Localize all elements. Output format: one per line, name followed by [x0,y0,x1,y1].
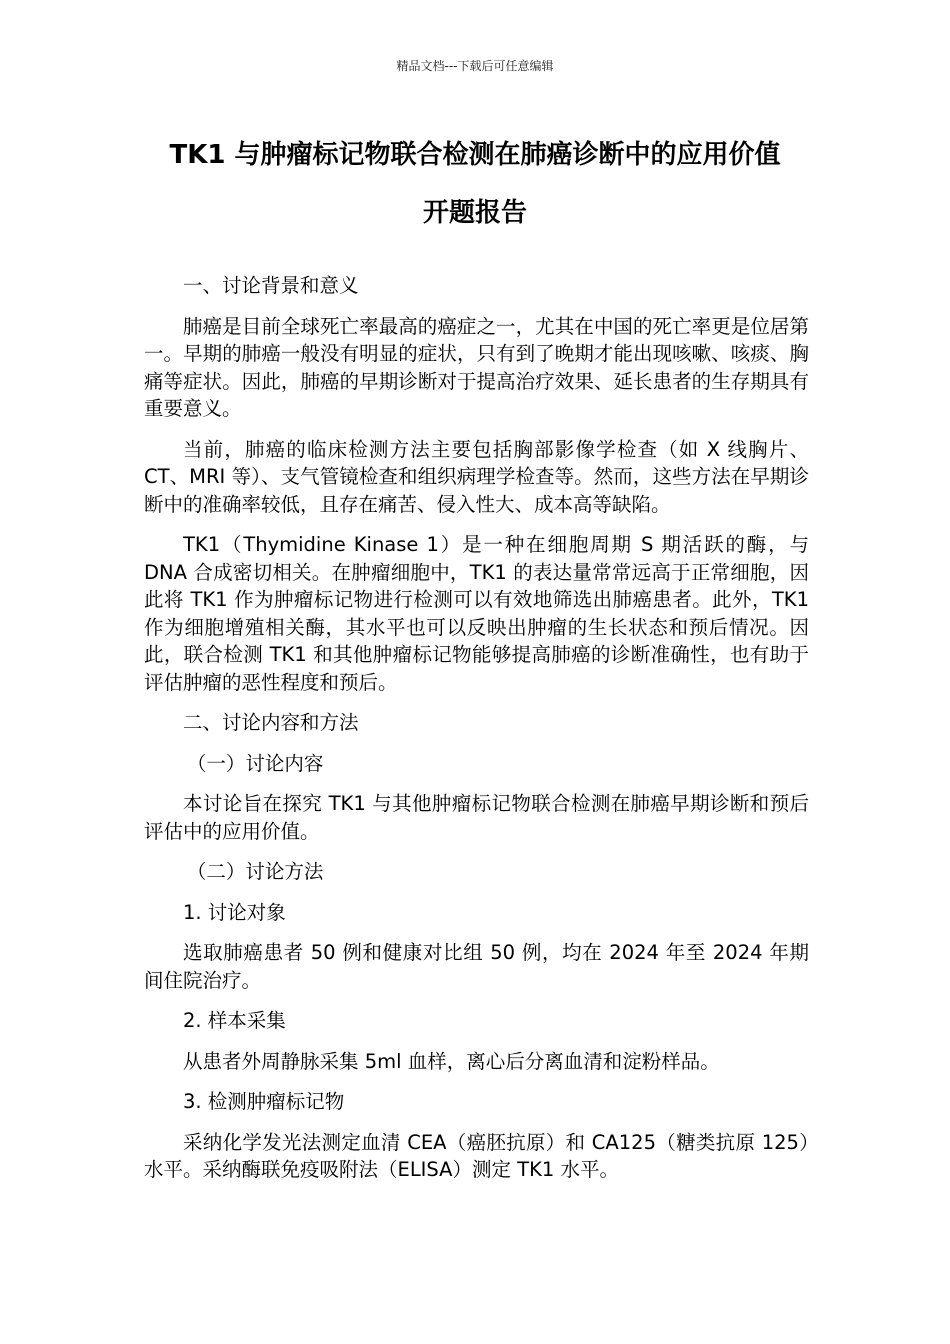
document-body [144,272,809,1197]
paragraph-tk1: TK1（Thymidine Kinase 1）是一种在细胞周期 S 期活跃的酶，与 DNA 合成密切相关。在肿瘤细胞中，TK1 的表达量常常远高于正常细胞，因此将 TK1 作为肿瘤标记物进行检测可以有效地筛选出肺癌患者。此外，TK1 作为细胞增殖相关酶，其水平也可以反映出肿瘤的生长状态和预后情况。因此，联合检测 TK1 和其他肿瘤标记物能够提高肺癌的诊断准确性，也有助于评估肿瘤的恶性程度和预后。 [144,533,809,694]
item-heading-sampling: 2. 样本采集 [183,1009,286,1032]
paragraph-subjects: 选取肺癌患者 50 例和健康对比组 50 例，均在 2024 年至 2024 年期间住院治疗。 [144,941,809,992]
paragraph-sampling: 从患者外周静脉采集 5ml 血样，离心后分离血清和淀粉样品。 [183,1049,720,1073]
section-heading-content-methods: 二、讨论内容和方法 [183,711,359,734]
document-subtitle: 开题报告 [422,198,527,228]
paragraph-detection: 采纳化学发光法测定血清 CEA（癌胚抗原）和 CA125（糖类抗原 125）水平。采纳酶联免疫吸附法（ELISA）测定 TK1 水平。 [144,1130,809,1181]
subheading-research-content: （一）讨论内容 [186,751,324,775]
item-heading-subjects: 1. 讨论对象 [183,900,286,924]
paragraph-research-content: 本讨论旨在探究 TK1 与其他肿瘤标记物联合检测在肺癌早期诊断和预后评估中的应用价值。 [144,792,809,843]
paragraph-lung-cancer-intro: 肺癌是目前全球死亡率最高的癌症之一，尤其在中国的死亡率更是位居第一。早期的肺癌一般没有明显的症状，只有到了晚期才能出现咳嗽、咳痰、胸痛等症状。因此，肺癌的早期诊断对于提高治疗效果、延长患者的生存期具有重要意义。 [144,314,809,420]
subheading-research-methods: （二）讨论方法 [186,860,324,883]
header-note: 精品文档---下载后可任意编辑 [396,59,554,73]
document-title: TK1 与肿瘤标记物联合检测在肺癌诊断中的应用价值 [169,140,781,170]
paragraph-current-methods: 当前，肺癌的临床检测方法主要包括胸部影像学检查（如 X 线胸片、CT、MRI 等）、支气管镜检查和组织病理学检查等。然而，这些方法在早期诊断中的准确率较低，且存在痛苦、侵入性大、成本高等缺陷。 [144,437,809,516]
item-heading-detection: 3. 检测肿瘤标记物 [183,1090,345,1113]
section-heading-background: 一、讨论背景和意义 [183,274,359,297]
